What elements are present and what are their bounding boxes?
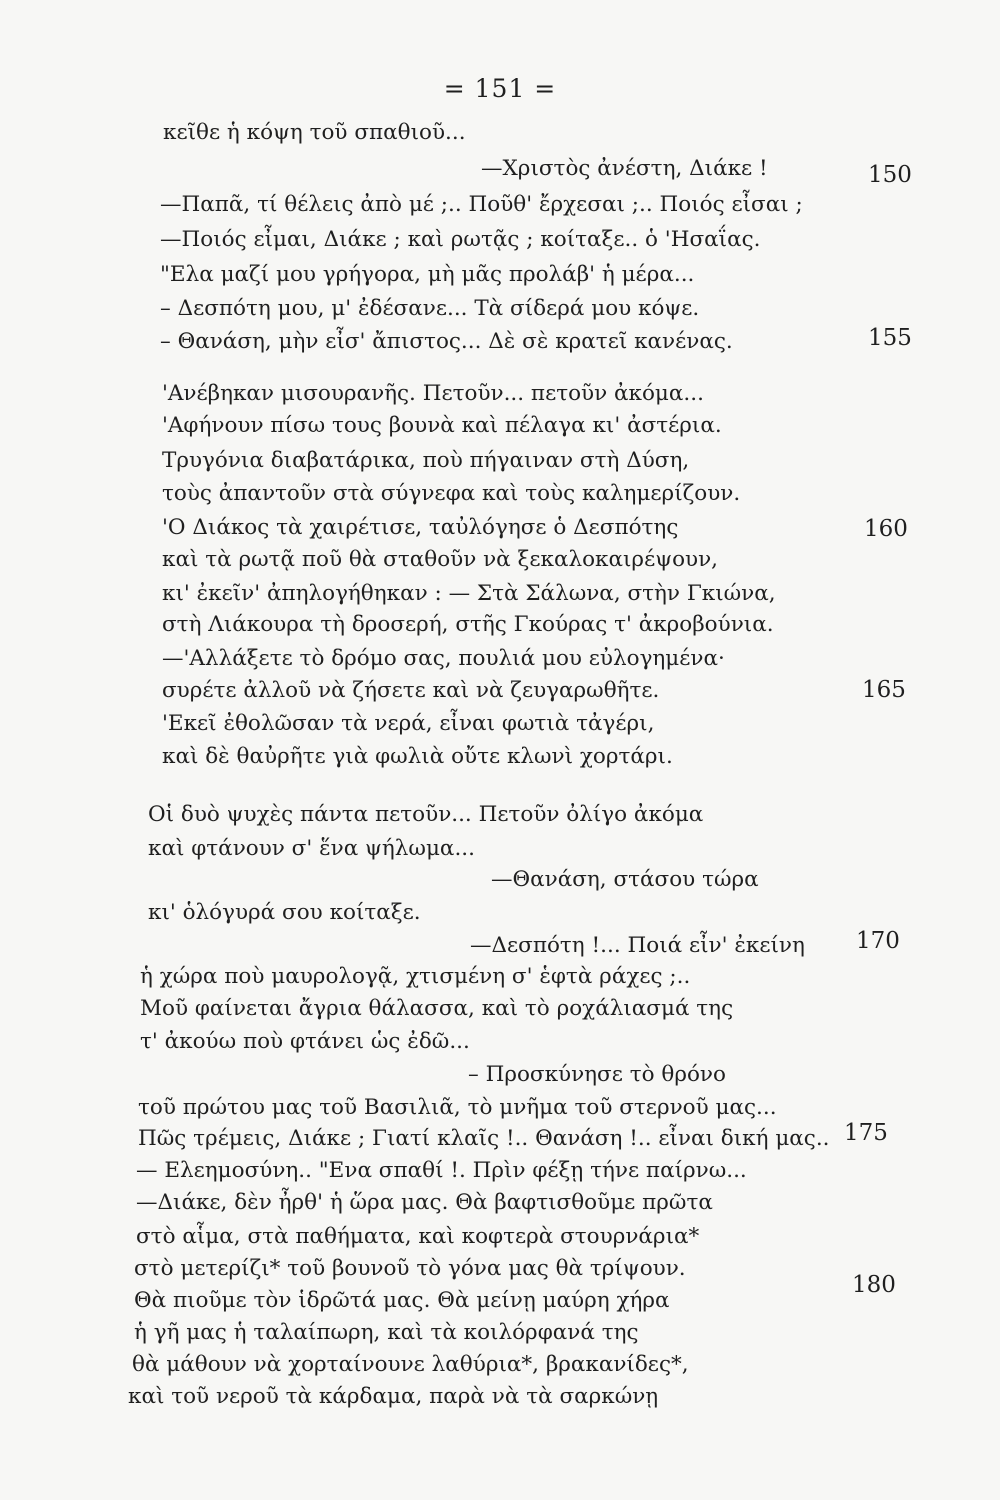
verse-line: – Δεσπότη μου, μ' ἐδέσανε... Τὰ σίδερά μου κόψε. xyxy=(160,296,700,321)
verse-line: —Χριστὸς ἀνέστη, Διάκε ! xyxy=(481,156,768,181)
verse-line: καὶ φτάνουν σ' ἕνα ψήλωμα... xyxy=(148,836,475,861)
verse-line: τοὺς ἀπαντοῦν στὰ σύγνεφα καὶ τοὺς καλημερίζουν. xyxy=(162,481,741,506)
verse-line: 'Ο Διάκος τὰ χαιρέτισε, ταὐλόγησε ὁ Δεσπότης xyxy=(162,515,679,540)
verse-line: 'Εκεῖ ἐθολῶσαν τὰ νερά, εἶναι φωτιὰ τἀγέρι, xyxy=(162,711,655,736)
verse-line: καὶ δὲ θαὐρῆτε γιὰ φωλιὰ οὔτε κλωνὶ χορτάρι. xyxy=(162,744,673,769)
verse-line: ἡ γῆ μας ἡ ταλαίπωρη, καὶ τὰ κοιλόρφανά της xyxy=(134,1320,639,1345)
verse-line: καὶ τοῦ νεροῦ τὰ κάρδαμα, παρὰ νὰ τὰ σαρκώνῃ xyxy=(128,1384,659,1409)
verse-line: "Ελα μαζί μου γρήγορα, μὴ μᾶς προλάβ' ἡ μέρα... xyxy=(160,262,695,287)
verse-line: Πῶς τρέμεις, Διάκε ; Γιατί κλαῖς !.. Θανάση !.. εἶναι δική μας.. xyxy=(138,1126,830,1151)
verse-line: ἡ χώρα ποὺ μαυρολογᾷ, χτισμένη σ' ἑφτὰ ράχες ;.. xyxy=(140,964,691,989)
verse-line: —Παπᾶ, τί θέλεις ἀπὸ μέ ;.. Ποῦθ' ἔρχεσαι ;.. Ποιός εἶσαι ; xyxy=(160,192,803,217)
line-number: 160 xyxy=(864,516,908,542)
verse-line: —Θανάση, στάσου τώρα xyxy=(491,867,759,892)
verse-line: τοῦ πρώτου μας τοῦ Βασιλιᾶ, τὸ μνῆμα τοῦ στερνοῦ μας... xyxy=(138,1095,777,1120)
verse-line: Θὰ πιοῦμε τὸν ἱδρῶτά μας. Θὰ μείνῃ μαύρη χήρα xyxy=(134,1288,670,1313)
verse-line: θὰ μάθουν νὰ χορταίνουνε λαθύρια*, βρακανίδες*, xyxy=(132,1352,689,1377)
verse-line: —Ποιός εἶμαι, Διάκε ; καὶ ρωτᾷς ; κοίταξε.. ὁ 'Ησαΐας. xyxy=(160,227,761,252)
line-number: 180 xyxy=(852,1272,896,1298)
line-number: 155 xyxy=(868,325,912,351)
verse-line: —Διάκε, δὲν ἦρθ' ἡ ὥρα μας. Θὰ βαφτισθοῦμε πρῶτα xyxy=(136,1190,713,1215)
verse-line: —'Αλλάξετε τὸ δρόμο σας, πουλιά μου εὐλογημένα· xyxy=(162,646,725,671)
line-number: 175 xyxy=(844,1120,888,1146)
line-number: 165 xyxy=(862,677,906,703)
verse-line: συρέτε ἀλλοῦ νὰ ζήσετε καὶ νὰ ζευγαρωθῆτε. xyxy=(162,678,660,703)
verse-line: 'Ανέβηκαν μισουρανῆς. Πετοῦν... πετοῦν ἀκόμα... xyxy=(162,381,704,406)
verse-line: κι' ἐκεῖν' ἀπηλογήθηκαν : — Στὰ Σάλωνα, στὴν Γκιώνα, xyxy=(162,581,776,606)
verse-line: Μοῦ φαίνεται ἄγρια θάλασσα, καὶ τὸ ροχάλιασμά της xyxy=(140,996,734,1021)
verse-line: — Ελεημοσύνη.. "Ενα σπαθί !. Πρὶν φέξῃ τήνε παίρνω... xyxy=(136,1158,747,1183)
verse-line: τ' ἀκούω ποὺ φτάνει ὡς ἐδῶ... xyxy=(140,1029,470,1054)
verse-line: – Θανάση, μὴν εἶσ' ἄπιστος... Δὲ σὲ κρατεῖ κανένας. xyxy=(160,329,733,354)
verse-line: – Προσκύνησε τὸ θρόνο xyxy=(468,1062,726,1087)
verse-line: στὸ μετερίζι* τοῦ βουνοῦ τὸ γόνα μας θὰ τρίψουν. xyxy=(134,1256,686,1281)
line-number: 150 xyxy=(868,162,912,188)
verse-line: στὸ αἷμα, στὰ παθήματα, καὶ κοφτερὰ στουρνάρια* xyxy=(136,1224,700,1249)
page-number: = 151 = xyxy=(443,74,557,103)
verse-line: 'Αφήνουν πίσω τους βουνὰ καὶ πέλαγα κι' ἀστέρια. xyxy=(162,413,722,438)
verse-line: καὶ τὰ ρωτᾷ ποῦ θὰ σταθοῦν νὰ ξεκαλοκαιρέψουν, xyxy=(162,547,718,572)
verse-line: κι' ὁλόγυρά σου κοίταξε. xyxy=(148,900,421,925)
verse-line: στὴ Λιάκουρα τὴ δροσερή, στῆς Γκούρας τ' ἀκροβούνια. xyxy=(162,612,774,637)
line-number: 170 xyxy=(856,928,900,954)
verse-line: —Δεσπότη !... Ποιά εἶν' ἐκείνη xyxy=(470,933,805,958)
verse-line: κεῖθε ἡ κόψη τοῦ σπαθιοῦ... xyxy=(163,120,466,145)
verse-line: Τρυγόνια διαβατάρικα, ποὺ πήγαιναν στὴ Δύση, xyxy=(162,448,690,473)
verse-line: Οἱ δυὸ ψυχὲς πάντα πετοῦν... Πετοῦν ὀλίγο ἀκόμα xyxy=(148,802,704,827)
